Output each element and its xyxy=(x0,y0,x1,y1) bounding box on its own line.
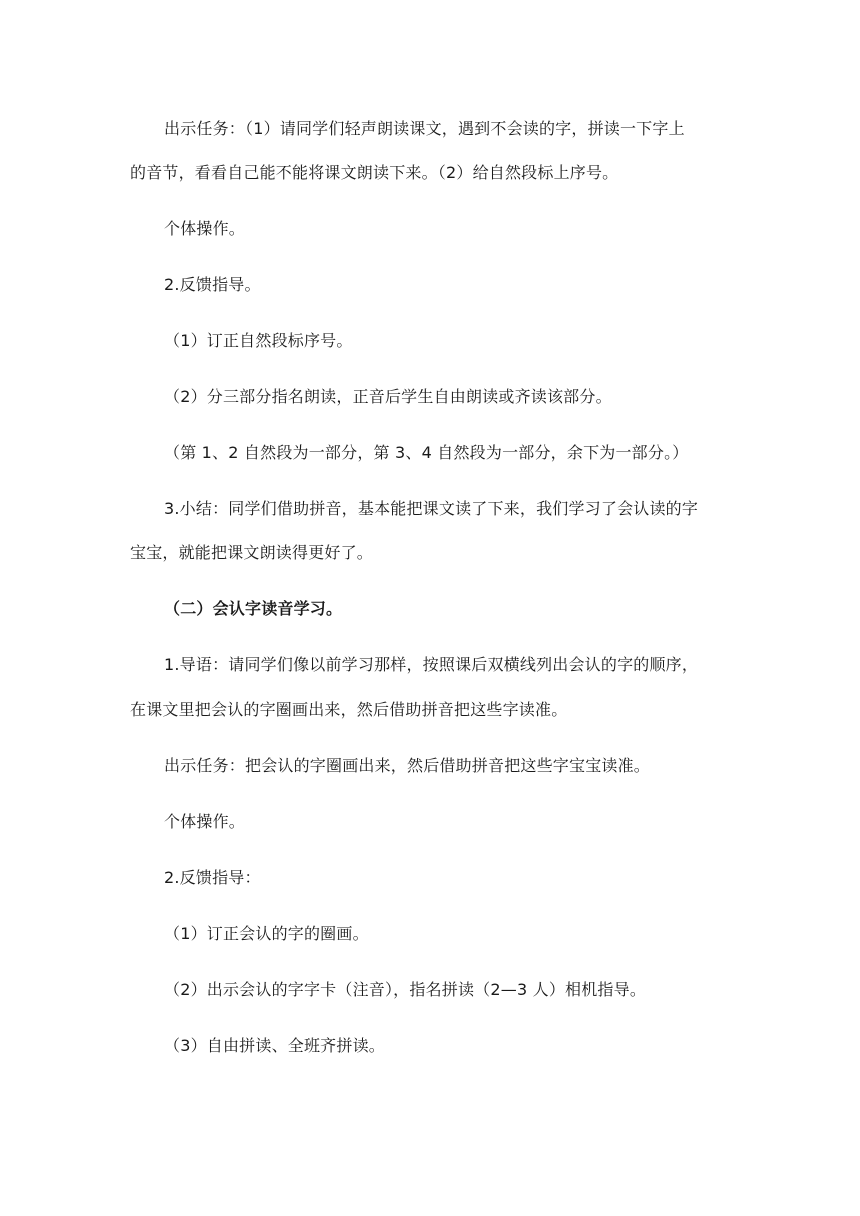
paragraph-feedback-item-5: （3）自由拼读、全班齐拼读。 xyxy=(164,1036,385,1055)
paragraph-feedback-item-4: （2）出示会认的字字卡（注音），指名拼读（2—3 人）相机指导。 xyxy=(164,980,647,999)
section-heading: （二）会认字读音学习。 xyxy=(164,599,343,618)
paragraph-intro-line-2: 在课文里把会认的字圈画出来，然后借助拼音把这些字读准。 xyxy=(130,700,568,719)
paragraph-feedback-heading: 2.反馈指导。 xyxy=(164,275,261,294)
paragraph-section-note: （第 1、2 自然段为一部分，第 3、4 自然段为一部分，余下为一部分。） xyxy=(164,443,689,462)
paragraph-feedback-heading-2: 2.反馈指导： xyxy=(164,868,261,887)
paragraph-feedback-item-1: （1）订正自然段标序号。 xyxy=(164,331,353,350)
paragraph-individual-operation: 个体操作。 xyxy=(164,219,246,238)
paragraph-task-line-1: 出示任务：（1）请同学们轻声朗读课文，遇到不会读的字，拼读一下字上 xyxy=(164,119,685,138)
paragraph-summary-line-2: 宝宝，就能把课文朗读得更好了。 xyxy=(130,543,374,562)
paragraph-individual-operation-2: 个体操作。 xyxy=(164,812,246,831)
paragraph-feedback-item-2: （2）分三部分指名朗读，正音后学生自由朗读或齐读该部分。 xyxy=(164,387,612,406)
paragraph-task-2: 出示任务：把会认的字圈画出来，然后借助拼音把这些字宝宝读准。 xyxy=(164,756,651,775)
paragraph-task-line-2: 的音节，看看自己能不能将课文朗读下来。（2）给自然段标上序号。 xyxy=(130,163,619,182)
paragraph-summary-line-1: 3.小结：同学们借助拼音，基本能把课文读了下来，我们学习了会认读的字 xyxy=(164,499,699,518)
paragraph-feedback-item-3: （1）订正会认的字的圈画。 xyxy=(164,924,369,943)
paragraph-intro-line-1: 1.导语：请同学们像以前学习那样，按照课后双横线列出会认的字的顺序， xyxy=(164,655,699,674)
